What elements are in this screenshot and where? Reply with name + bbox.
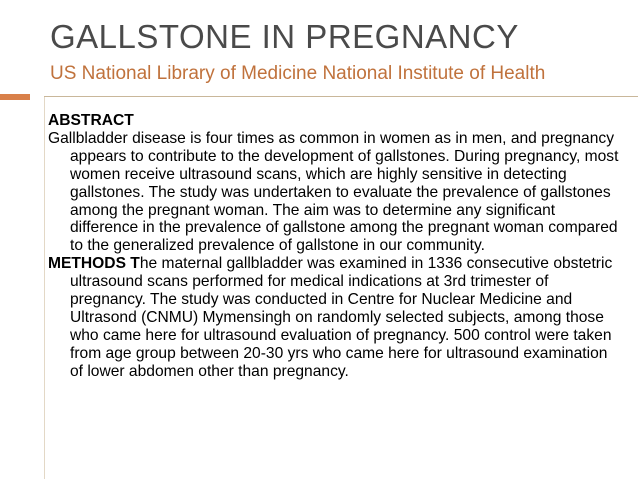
methods-text: he maternal gallbladder was examined in 1336 consecutive obstetric ultrasound scans performed for medical indications at 3rd trimester of pregnancy. The study was conducted in Centre for Nuclear Medicine and Ultrasond (CNMU) Mymensingh on randomly selected subjects, among those who came here for ultrasound evaluation of pregnancy. 500 control were taken from age group between 20-30 yrs who came here for ultrasound examination of lower abdomen other than pregnancy. (70, 255, 613, 380)
content-border-line (44, 97, 45, 479)
abstract-heading: ABSTRACT (48, 112, 134, 129)
accent-bar (0, 94, 30, 100)
title-divider (44, 96, 638, 97)
slide-subtitle: US National Library of Medicine National Institute of Health (50, 63, 546, 84)
methods-paragraph (48, 255, 623, 380)
abstract-paragraph: Gallbladder disease is four times as common in women as in men, and pregnancy appears to contribute to the development of gallstones. During pregnancy, most women receive ultrasound scans, which are highly sensitive in detecting gallstones. The study was undertaken to evaluate the prevalence of gallstones among the pregnant woman. The aim was to determine any significant difference in the prevalence of gallstone among the pregnant woman compared to the generalized prevalence of gallstone in our community. (48, 129, 619, 255)
slide-body (48, 112, 623, 381)
slide-title: GALLSTONE IN PREGNANCY (50, 18, 519, 55)
methods-lead: METHODS T (48, 255, 140, 273)
